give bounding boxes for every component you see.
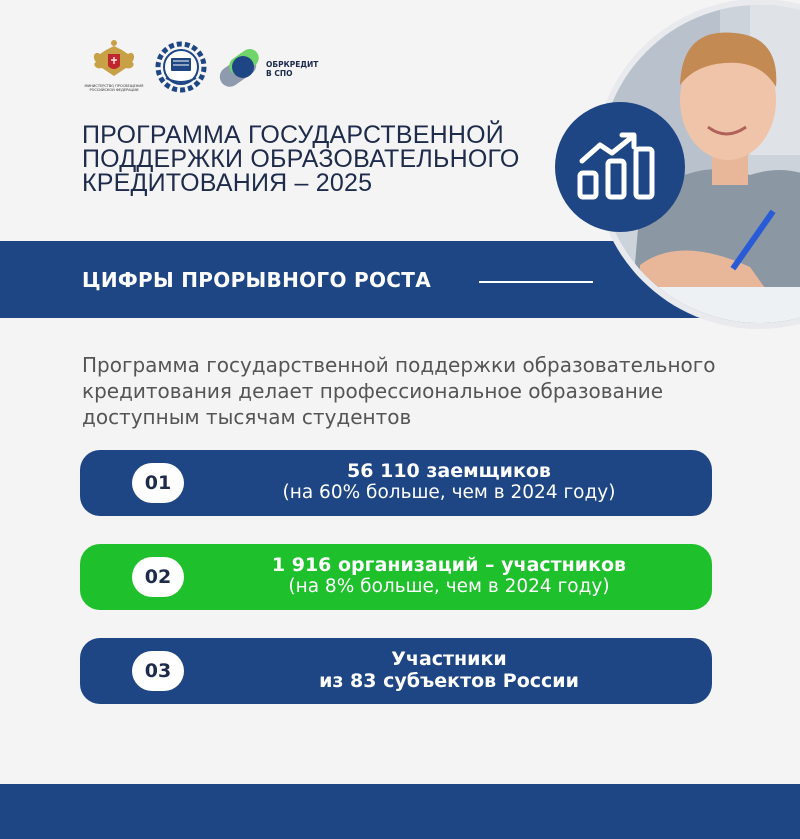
growth-chart-icon [574,131,666,203]
stat-subtext-3: из 83 субъектов России [319,670,579,692]
stat-number-1: 01 [132,463,184,503]
stat-text-2 [190,554,708,598]
obrkredit-text [266,60,318,78]
ministry-logo [84,40,144,96]
obrkredit-line1: ОБРКРЕДИТ [266,60,319,69]
stat-card-1 [80,450,712,516]
page-title: ПРОГРАММА ГОСУДАРСТВЕННОЙ ПОДДЕРЖКИ ОБРАЗОВАТЕЛЬНОГО КРЕДИТОВАНИЯ – 2025 [82,121,520,197]
band-title: ЦИФРЫ ПРОРЫВНОГО РОСТА [82,268,432,292]
stat-headline-3: Участники [391,648,507,670]
stat-number-3: 03 [132,651,184,691]
obrkredit-mark [216,45,264,89]
stat-headline-2: 1 916 организаций – участников [271,554,627,576]
stat-subtext-1: (на 60% больше, чем в 2024 году) [282,482,616,503]
obrkredit-logo [216,45,319,89]
stat-headline-1: 56 110 заемщиков [347,460,551,482]
stat-card-2 [80,544,712,610]
gear-emblem-icon [154,40,208,94]
footer-band [0,784,800,839]
stat-text-1 [190,460,708,504]
intro-text: Программа государственной поддержки образовательного кредитования делает профессиональное образование доступным тысячам студентов [82,353,716,429]
obrkredit-line2: В СПО [266,69,293,78]
band-divider [479,281,593,283]
stat-subtext-2: (на 8% больше, чем в 2024 году) [288,576,610,597]
growth-badge [555,102,685,232]
coat-of-arms-icon [84,40,144,84]
stat-number-2: 02 [132,557,184,597]
stat-card-3 [80,638,712,704]
ministry-caption: МИНИСТЕРСТВО ПРОСВЕЩЕНИЯ РОССИЙСКОЙ ФЕДЕРАЦИИ [84,84,144,92]
nrpo-logo [154,40,208,94]
stat-text-3 [190,648,708,692]
